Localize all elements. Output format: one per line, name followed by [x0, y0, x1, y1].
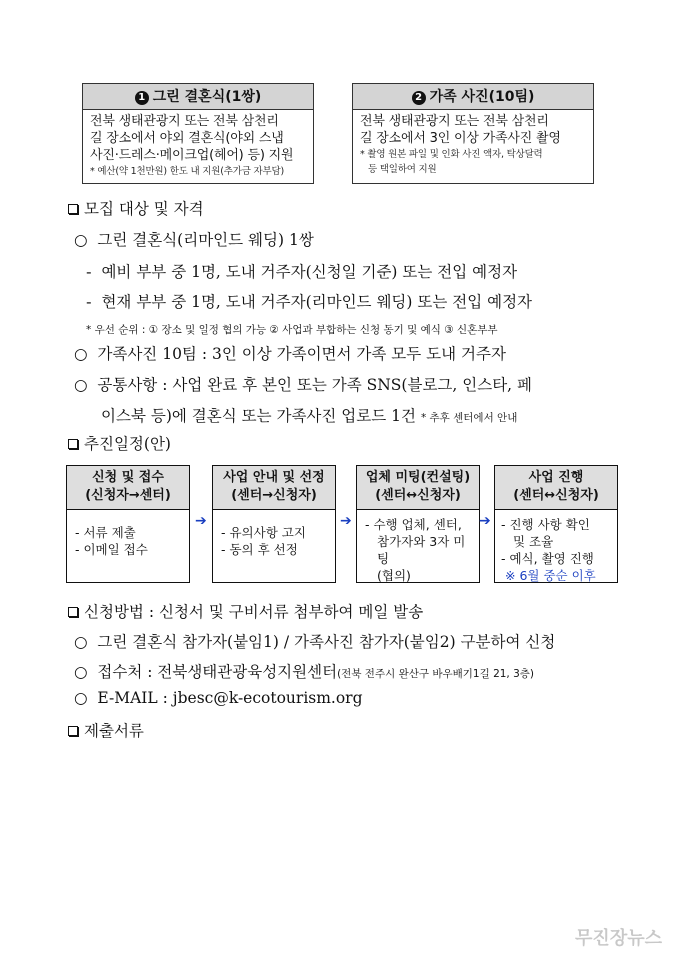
watermark: 무진장뉴스: [575, 928, 662, 949]
square-bullet-icon: [68, 439, 78, 449]
flow-item: - 동의 후 선정: [221, 542, 298, 557]
dash-item: - 현재 부부 중 1명, 도내 거주자(리마인드 웨딩) 또는 전입 예정자: [86, 293, 533, 311]
flow-item: - 서류 제출: [75, 525, 136, 540]
box-line: 길 장소에서 3인 이상 가족사진 촬영: [360, 131, 561, 146]
square-bullet-icon: [68, 607, 78, 617]
common-item-cont: 이스북 등)에 결혼식 또는 가족사진 업로드 1건 * 추후 센터에서 안내: [101, 407, 518, 425]
flow-item: 참가자와 3자 미팅: [377, 534, 466, 566]
section-recruit: 모집 대상 및 자격: [68, 197, 204, 219]
section-docs: 제출서류: [68, 719, 144, 741]
flow-step-1: 신청 및 접수 (신청자→센터) - 서류 제출 - 이메일 접수: [66, 465, 190, 583]
arrow-right-icon: ➔: [195, 513, 207, 529]
flow-highlight: ※ 6월 중순 이후: [505, 568, 596, 583]
flow-item: 및 조율: [513, 534, 554, 549]
flow-item: - 이메일 접수: [75, 542, 148, 557]
flow-step-2: 사업 안내 및 선정 (센터→신청자) - 유의사항 고지 - 동의 후 선정: [212, 465, 336, 583]
apply-item: ○ 접수처 : 전북생태관광육성지원센터(전북 전주시 완산구 바우배기1길 21, 3층): [74, 663, 535, 681]
flow-item: - 수행 업체, 센터,: [365, 517, 462, 532]
box-note: * 예산(약 1천만원) 한도 내 지원(추가금 자부담): [90, 166, 284, 177]
number-badge: 1: [135, 91, 149, 105]
square-bullet-icon: [68, 726, 78, 736]
flow-step-4: 사업 진행 (센터↔신청자) - 진행 사항 확인 및 조율 - 예식, 촬영 진행 ※ 6월 중순 이후: [494, 465, 618, 583]
box-note: * 촬영 원본 파일 및 인화 사진 액자, 탁상달력: [360, 149, 543, 160]
green-wedding-title: 1 그린 결혼식(1쌍): [83, 84, 313, 110]
square-bullet-icon: [68, 204, 78, 214]
box-line: 전북 생태관광지 또는 전북 삼천리: [90, 114, 279, 129]
box-line: 길 장소에서 야외 결혼식(야외 스냅: [90, 131, 284, 146]
family-photo-box: [352, 83, 594, 184]
box-line: 사진·드레스·메이크업(헤어) 등) 지원: [90, 148, 294, 163]
family-photo-title: 2 가족 사진(10팀): [353, 84, 593, 110]
arrow-right-icon: ➔: [340, 513, 352, 529]
green-wedding-box: [82, 83, 314, 184]
flow-item: - 진행 사항 확인: [501, 517, 590, 532]
flow-item: - 유의사항 고지: [221, 525, 306, 540]
green-wedding-target: ○ 그린 결혼식(리마인드 웨딩) 1쌍: [74, 231, 314, 249]
number-badge: 2: [412, 91, 426, 105]
section-schedule: 추진일정(안): [68, 432, 171, 454]
flow-step-3: 업체 미팅(컨설팅) (센터↔신청자) - 수행 업체, 센터, 참가자와 3자 미팅 (협의): [356, 465, 480, 583]
section-apply: 신청방법 : 신청서 및 구비서류 첨부하여 메일 발송: [68, 600, 423, 622]
box-note: 등 택일하여 지원: [368, 164, 437, 175]
common-item: ○ 공통사항 : 사업 완료 후 본인 또는 가족 SNS(블로그, 인스타, 페: [74, 376, 532, 394]
dash-item: - 예비 부부 중 1명, 도내 거주자(신청일 기준) 또는 전입 예정자: [86, 263, 518, 281]
email-item: ○ E-MAIL : jbesc@k-ecotourism.org: [74, 689, 363, 707]
priority-note: * 우선 순위 : ① 장소 및 일정 협의 가능 ② 사업과 부합하는 신청 동기 및 예식 ③ 신혼부부: [86, 324, 498, 336]
apply-item: ○ 그린 결혼식 참가자(붙임1) / 가족사진 참가자(붙임2) 구분하여 신청: [74, 633, 556, 651]
arrow-right-icon: ➔: [479, 513, 491, 529]
flow-item: - 예식, 촬영 진행: [501, 551, 594, 566]
family-target: ○ 가족사진 10팀 : 3인 이상 가족이면서 가족 모두 도내 거주자: [74, 345, 506, 363]
box-line: 전북 생태관광지 또는 전북 삼천리: [360, 114, 549, 129]
flow-item: (협의): [377, 568, 411, 583]
common-note: * 추후 센터에서 안내: [420, 412, 518, 424]
